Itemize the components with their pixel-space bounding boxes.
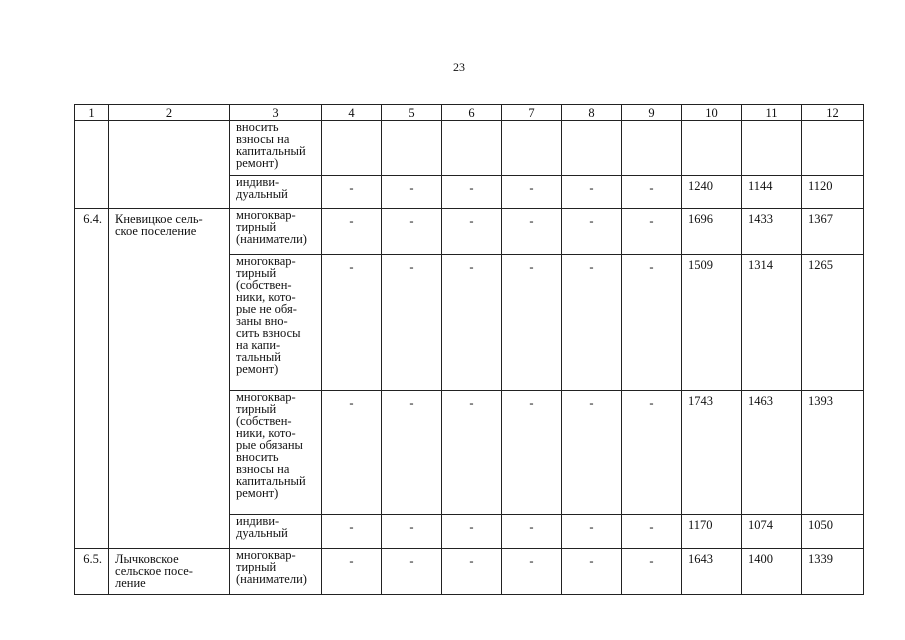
value-cell: 1367 <box>802 209 864 255</box>
housing-type-line: тирный <box>236 402 277 416</box>
value-cell: 1400 <box>742 549 802 595</box>
column-number: 11 <box>742 105 802 121</box>
dash-cell: - <box>622 176 682 209</box>
value-cell: 1393 <box>802 391 864 515</box>
housing-type-line: на капи- <box>236 338 281 352</box>
column-number: 4 <box>322 105 382 121</box>
housing-type-line: вносить <box>236 450 279 464</box>
empty-cell <box>802 121 864 176</box>
dash-cell: - <box>562 549 622 595</box>
empty-cell <box>682 121 742 176</box>
housing-type-line: рые не обя- <box>236 302 297 316</box>
housing-type-line: капитальный <box>236 144 306 158</box>
dash-cell: - <box>622 549 682 595</box>
empty-cell <box>382 121 442 176</box>
dash-cell: - <box>502 549 562 595</box>
dash-cell: - <box>382 549 442 595</box>
dash-cell: - <box>382 391 442 515</box>
column-number: 10 <box>682 105 742 121</box>
dash-cell: - <box>382 209 442 255</box>
column-number: 7 <box>502 105 562 121</box>
housing-type-line: заны вно- <box>236 314 288 328</box>
table-row <box>75 549 864 595</box>
housing-type-cell <box>230 255 322 391</box>
empty-cell <box>622 121 682 176</box>
settlement-name-cell <box>109 121 230 209</box>
empty-cell <box>742 121 802 176</box>
housing-type-cell <box>230 549 322 595</box>
value-cell: 1074 <box>742 515 802 549</box>
housing-type-line: капитальный <box>236 474 306 488</box>
dash-cell: - <box>322 391 382 515</box>
housing-type-line: ники, кото- <box>236 426 296 440</box>
value-cell: 1509 <box>682 255 742 391</box>
housing-type-line: ники, кото- <box>236 290 296 304</box>
housing-type-line: ремонт) <box>236 362 279 376</box>
dash-cell: - <box>562 209 622 255</box>
housing-type-line: (наниматели) <box>236 572 307 586</box>
dash-cell: - <box>442 515 502 549</box>
empty-cell <box>442 121 502 176</box>
housing-type-line: многоквар- <box>236 208 296 222</box>
housing-type-line: дуальный <box>236 526 288 540</box>
dash-cell: - <box>502 515 562 549</box>
housing-type-line: многоквар- <box>236 254 296 268</box>
settlement-name-cell: Кневицкое сель- ское поселение <box>109 209 230 549</box>
tariff-table <box>74 104 864 595</box>
value-cell: 1743 <box>682 391 742 515</box>
row-number-cell: 6.4. <box>75 209 109 549</box>
row-number-cell <box>75 121 109 209</box>
value-cell: 1265 <box>802 255 864 391</box>
column-number: 6 <box>442 105 502 121</box>
housing-type-line: дуальный <box>236 187 288 201</box>
table-row <box>75 121 864 176</box>
housing-type-line: (собствен- <box>236 414 292 428</box>
dash-cell: - <box>322 176 382 209</box>
housing-type-cell <box>230 209 322 255</box>
value-cell: 1120 <box>802 176 864 209</box>
dash-cell: - <box>382 515 442 549</box>
dash-cell: - <box>622 209 682 255</box>
value-cell: 1240 <box>682 176 742 209</box>
column-number: 5 <box>382 105 442 121</box>
dash-cell: - <box>622 515 682 549</box>
housing-type-line: взносы на <box>236 132 290 146</box>
housing-type-line: взносы на <box>236 462 290 476</box>
column-number: 1 <box>75 105 109 121</box>
dash-cell: - <box>562 255 622 391</box>
dash-cell: - <box>442 549 502 595</box>
dash-cell: - <box>382 176 442 209</box>
value-cell: 1433 <box>742 209 802 255</box>
dash-cell: - <box>622 255 682 391</box>
housing-type-line: (собствен- <box>236 278 292 292</box>
dash-cell: - <box>322 209 382 255</box>
housing-type-line: ремонт) <box>236 486 279 500</box>
housing-type-line: индиви- <box>236 514 280 528</box>
dash-cell: - <box>322 549 382 595</box>
dash-cell: - <box>562 515 622 549</box>
column-number: 9 <box>622 105 682 121</box>
value-cell: 1463 <box>742 391 802 515</box>
dash-cell: - <box>442 176 502 209</box>
empty-cell <box>562 121 622 176</box>
column-number: 2 <box>109 105 230 121</box>
dash-cell: - <box>622 391 682 515</box>
column-number: 8 <box>562 105 622 121</box>
housing-type-line: сить взносы <box>236 326 301 340</box>
value-cell: 1144 <box>742 176 802 209</box>
housing-type-line: тирный <box>236 266 277 280</box>
dash-cell: - <box>322 255 382 391</box>
page-number: 23 <box>453 60 465 74</box>
housing-type-line: многоквар- <box>236 390 296 404</box>
column-number: 3 <box>230 105 322 121</box>
empty-cell <box>502 121 562 176</box>
dash-cell: - <box>442 391 502 515</box>
housing-type-cell <box>230 391 322 515</box>
housing-type-cell <box>230 121 322 176</box>
dash-cell: - <box>322 515 382 549</box>
dash-cell: - <box>442 255 502 391</box>
housing-type-line: вносить <box>236 120 279 134</box>
dash-cell: - <box>562 176 622 209</box>
housing-type-line: тальный <box>236 350 281 364</box>
housing-type-line: многоквар- <box>236 548 296 562</box>
housing-type-cell <box>230 176 322 209</box>
housing-type-line: ремонт) <box>236 156 279 170</box>
housing-type-line: тирный <box>236 560 277 574</box>
dash-cell: - <box>502 209 562 255</box>
dash-cell: - <box>562 391 622 515</box>
table-row <box>75 209 864 255</box>
value-cell: 1170 <box>682 515 742 549</box>
empty-cell <box>322 121 382 176</box>
housing-type-line: индиви- <box>236 175 280 189</box>
value-cell: 1643 <box>682 549 742 595</box>
dash-cell: - <box>502 391 562 515</box>
value-cell: 1314 <box>742 255 802 391</box>
housing-type-line: рые обязаны <box>236 438 303 452</box>
table-body <box>75 105 864 595</box>
column-number: 12 <box>802 105 864 121</box>
row-number-cell: 6.5. <box>75 549 109 595</box>
dash-cell: - <box>502 176 562 209</box>
column-number-header <box>75 105 864 121</box>
housing-type-line: (наниматели) <box>236 232 307 246</box>
dash-cell: - <box>382 255 442 391</box>
value-cell: 1339 <box>802 549 864 595</box>
value-cell: 1696 <box>682 209 742 255</box>
dash-cell: - <box>442 209 502 255</box>
value-cell: 1050 <box>802 515 864 549</box>
housing-type-cell <box>230 515 322 549</box>
housing-type-line: тирный <box>236 220 277 234</box>
settlement-name-cell: Лычковское сельское посе- ление <box>109 549 230 595</box>
dash-cell: - <box>502 255 562 391</box>
